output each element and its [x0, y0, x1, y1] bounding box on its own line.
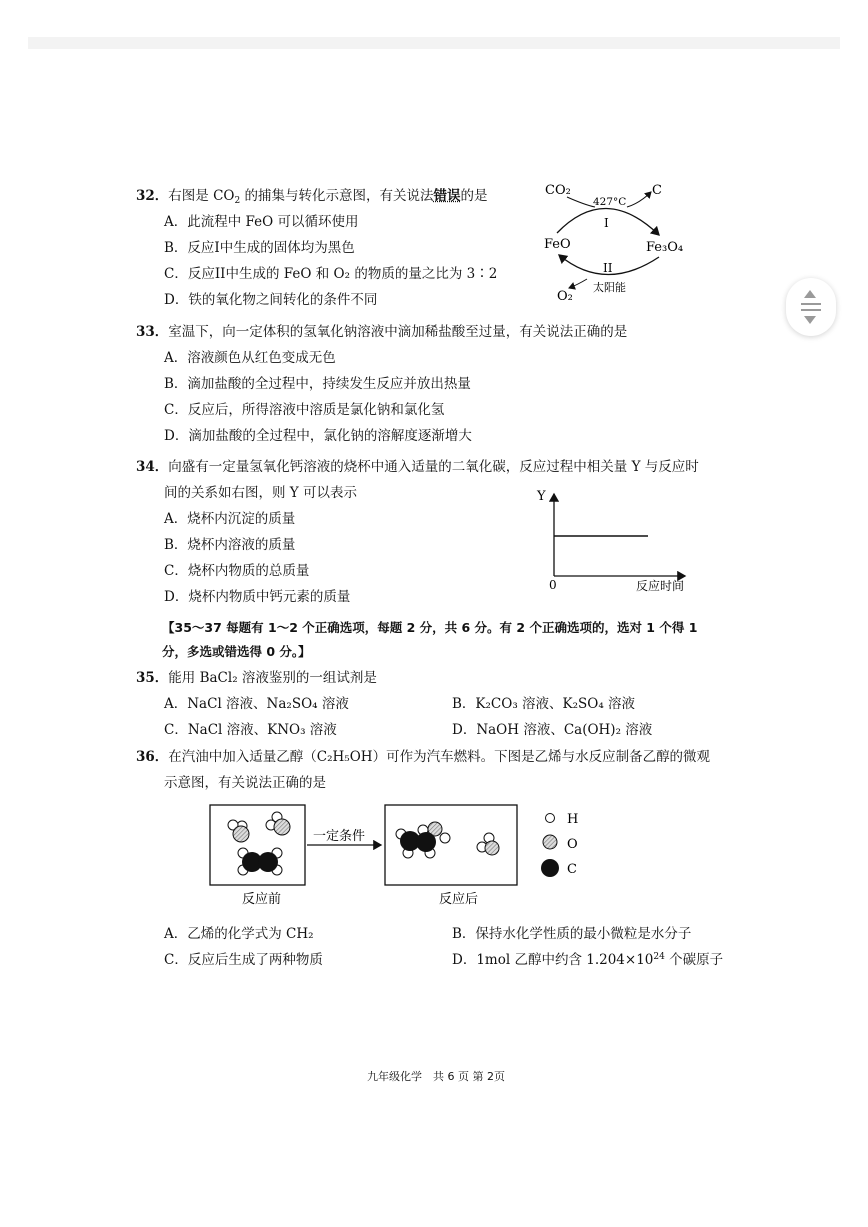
instruction-note-line1: 【35～37 每题有 1～2 个正确选项，每题 2 分，共 6 分。有 2 个正确选项的，选对 1 个得 1 — [162, 620, 698, 635]
diagram-co2: CO₂ — [545, 183, 571, 198]
q32-option-d: D．铁的氧化物之间转化的条件不同 — [164, 292, 378, 308]
scroll-control-button[interactable] — [786, 278, 836, 336]
q33-stem: 33．室温下，向一定体积的氢氧化钠溶液中滴加稀盐酸至过量，有关说法正确的是 — [136, 324, 628, 340]
q36-option-d: D．1mol 乙醇中约含 $1.204\times 10^{24}$ 个碳原子 — [452, 952, 724, 968]
diagram-o2: O₂ — [557, 289, 573, 304]
q32-stem: 32．右图是 $CO_2$ 的捕集与转化示意图，有关说法错误的是 — [136, 188, 488, 206]
legend — [541, 812, 578, 877]
diagram-fe3o4: Fe₃O₄ — [646, 240, 684, 255]
q35-option-c: C．NaCl 溶液、KNO₃ 溶液 — [164, 722, 337, 738]
legend-c: C — [567, 862, 577, 877]
legend-o: O — [567, 837, 578, 852]
q35-option-a: A．NaCl 溶液、Na₂SO₄ 溶液 — [164, 696, 349, 712]
scroll-up-icon — [804, 290, 816, 298]
q32-option-c: C．反应II中生成的 FeO 和 O₂ 的物质的量之比为 3∶2 — [164, 266, 498, 282]
graph-y-label: Y — [537, 489, 546, 504]
label-before: 反应前 — [242, 892, 282, 907]
q34-option-a: A．烧杯内沉淀的质量 — [164, 511, 296, 527]
diagram-reaction-2: II — [603, 261, 613, 275]
q36-option-b: B．保持水化学性质的最小微粒是水分子 — [452, 926, 692, 942]
q32-emphasis: 错误 — [433, 188, 461, 204]
diagram-solar: 太阳能 — [593, 281, 626, 294]
graph-origin: 0 — [549, 578, 557, 592]
q35-option-b: B．K₂CO₃ 溶液、K₂SO₄ 溶液 — [452, 696, 636, 712]
q33-option-d: D．滴加盐酸的全过程中，氯化钠的溶解度逐渐增大 — [164, 428, 472, 444]
q32-cycle-diagram — [535, 175, 695, 305]
q36-stem-line1: 36．在汽油中加入适量乙醇（C₂H₅OH）可作为汽车燃料。下图是乙烯与水反应制备乙醇的微观 — [136, 749, 711, 765]
q35-stem: 35．能用 BaCl₂ 溶液鉴别的一组试剂是 — [136, 670, 377, 686]
top-toolbar-strip — [28, 37, 840, 49]
q33-option-a: A．溶液颜色从红色变成无色 — [164, 350, 336, 366]
diagram-temp: 427°C — [593, 196, 627, 208]
legend-h: H — [567, 812, 579, 827]
q36-molecule-diagram — [205, 800, 595, 910]
q32-option-b: B．反应I中生成的固体均为黑色 — [164, 240, 355, 256]
q34-stem-line1: 34．向盛有一定量氢氧化钙溶液的烧杯中通入适量的二氧化碳，反应过程中相关量 Y 与反应时 — [136, 459, 699, 475]
q32-number: 32． — [136, 188, 169, 204]
page-footer: 九年级化学 共 6 页 第 2页 — [367, 1070, 505, 1083]
q33-option-c: C．反应后，所得溶液中溶质是氯化钠和氯化氢 — [164, 402, 445, 418]
before-box — [210, 805, 305, 885]
q32-option-a: A．此流程中 FeO 可以循环使用 — [164, 214, 359, 230]
scroll-bar-icon — [801, 303, 821, 305]
q34-graph — [530, 484, 710, 596]
label-after: 反应后 — [439, 892, 479, 907]
scroll-down-icon — [804, 316, 816, 324]
q36-stem-line2: 示意图，有关说法正确的是 — [164, 775, 326, 791]
instruction-note-line2: 分，多选或错选得 0 分。】 — [162, 644, 311, 659]
q36-option-c: C．反应后生成了两种物质 — [164, 952, 323, 968]
q33-option-b: B．滴加盐酸的全过程中，持续发生反应并放出热量 — [164, 376, 471, 392]
q35-option-d: D．NaOH 溶液、Ca(OH)₂ 溶液 — [452, 722, 653, 738]
diagram-feo: FeO — [544, 237, 571, 252]
diagram-reaction-1: I — [604, 216, 609, 230]
reaction-condition: 一定条件 — [313, 829, 366, 844]
graph-x-label: 反应时间 — [636, 579, 685, 593]
q34-option-b: B．烧杯内溶液的质量 — [164, 537, 296, 553]
q34-option-c: C．烧杯内物质的总质量 — [164, 563, 310, 579]
q34-stem-line2: 间的关系如右图，则 Y 可以表示 — [164, 485, 357, 501]
diagram-c: C — [652, 183, 662, 198]
q36-option-a: A．乙烯的化学式为 CH₂ — [164, 926, 314, 942]
q34-option-d: D．烧杯内物质中钙元素的质量 — [164, 589, 351, 605]
